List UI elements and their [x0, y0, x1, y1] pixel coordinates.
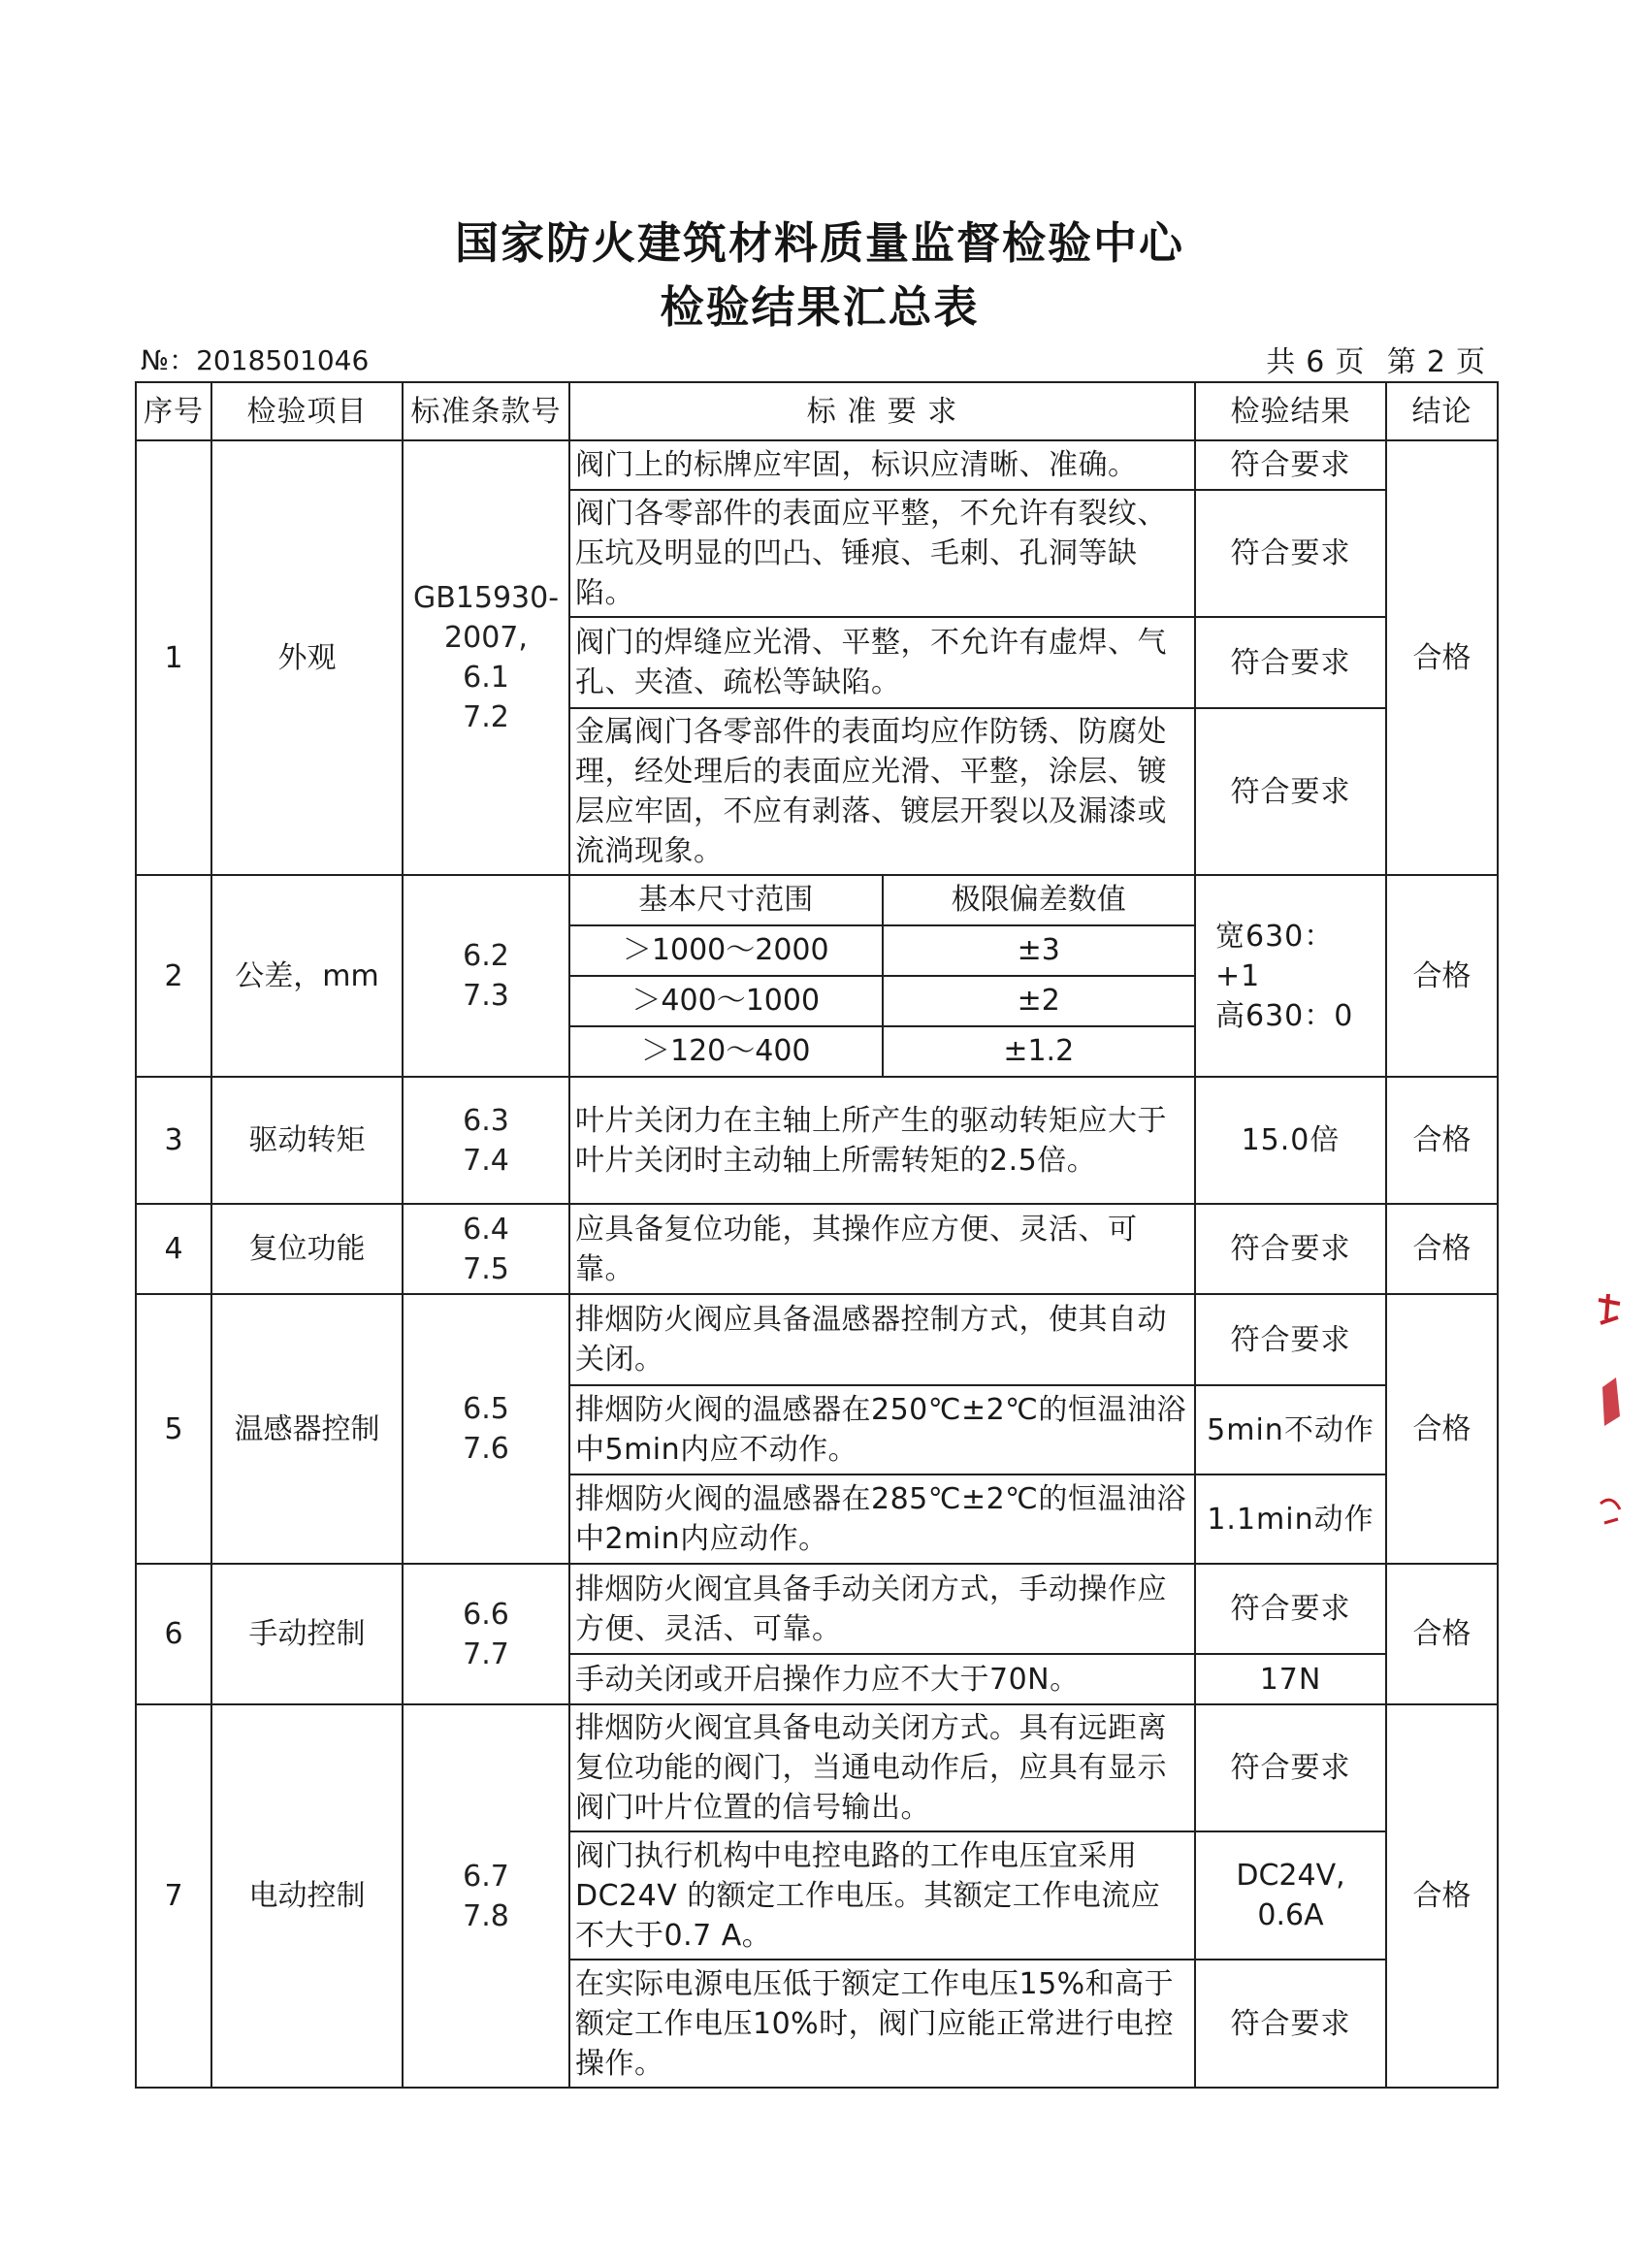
results-table: [135, 381, 1499, 2089]
row-number: 7: [136, 1704, 211, 2088]
row-result: 符合要求: [1195, 1294, 1386, 1385]
page-info-current: 2: [1426, 345, 1448, 379]
tolerance-table-cell: [569, 875, 1195, 1077]
row-requirement: 阀门上的标牌应牢固，标识应清晰、准确。: [569, 440, 1195, 490]
clause-line: 7.7: [463, 1636, 509, 1671]
clause-line: 6.6: [463, 1597, 509, 1632]
page-info-current-suffix: 页: [1456, 345, 1488, 379]
row-number: 3: [136, 1077, 211, 1204]
row-result: [1195, 875, 1386, 1077]
clause-line: 7.2: [463, 700, 509, 734]
page-info-current-prefix: 第: [1386, 345, 1419, 379]
page-info-total: 6: [1306, 345, 1328, 379]
col-header-clause: 标准条款号: [403, 382, 569, 440]
tolerance-range: ＞400～1000: [570, 976, 883, 1026]
row-conclusion: 合格: [1386, 440, 1498, 875]
row-result: 符合要求: [1195, 1704, 1386, 1831]
row-result: 1.1min动作: [1195, 1474, 1386, 1564]
row-result: 符合要求: [1195, 440, 1386, 490]
table-row: [136, 1204, 1498, 1294]
row-clause: [403, 1077, 569, 1204]
page-info-total-prefix: 共: [1266, 345, 1299, 379]
table-row: [136, 875, 1498, 1077]
tolerance-header-deviation: 极限偏差数值: [883, 876, 1195, 925]
row-requirement: 叶片关闭力在主轴上所产生的驱动转矩应大于叶片关闭时主动轴上所需转矩的2.5倍。: [569, 1077, 1195, 1204]
org-title: 国家防火建筑材料质量监督检验中心: [454, 217, 1184, 269]
row-requirement: 排烟防火阀的温感器在250℃±2℃的恒温油浴中5min内应不动作。: [569, 1385, 1195, 1474]
tolerance-deviation: ±2: [883, 976, 1195, 1026]
tolerance-table: [570, 876, 1194, 1076]
row-requirement: 排烟防火阀的温感器在285℃±2℃的恒温油浴中2min内应动作。: [569, 1474, 1195, 1564]
row-conclusion: 合格: [1386, 1294, 1498, 1564]
row-requirement: 在实际电源电压低于额定工作电压15%和高于额定工作电压10%时，阀门应能正常进行电控操作。: [569, 1960, 1195, 2088]
table-row: [136, 440, 1498, 490]
clause-line: 7.5: [463, 1251, 509, 1286]
result-line: 高630：0: [1215, 998, 1354, 1033]
page-info-total-suffix: 页: [1335, 345, 1368, 379]
row-clause: [403, 1204, 569, 1294]
row-clause: [403, 1294, 569, 1564]
row-number: 6: [136, 1564, 211, 1704]
clause-line: 7.6: [463, 1432, 509, 1466]
clause-line: 6.5: [463, 1392, 509, 1426]
row-requirement: 阀门执行机构中电控电路的工作电压宜采用 DC24V 的额定工作电压。其额定工作电流应不大于0.7 A。: [569, 1831, 1195, 1960]
col-header-requirement: 标 准 要 求: [569, 382, 1195, 440]
doc-number: №：2018501046: [141, 344, 370, 376]
row-requirement: 阀门的焊缝应光滑、平整，不允许有虚焊、气孔、夹渣、疏松等缺陷。: [569, 617, 1195, 708]
clause-line: 6.1: [463, 661, 509, 695]
clause-line: GB15930-: [412, 581, 560, 615]
result-line: 宽630：+1: [1215, 919, 1335, 993]
row-item: 复位功能: [211, 1204, 403, 1294]
col-header-item: 检验项目: [211, 382, 403, 440]
row-requirement: 金属阀门各零部件的表面均应作防锈、防腐处理，经处理后的表面应光滑、平整，涂层、镀层应牢固，不应有剥落、镀层开裂以及漏漆或流淌现象。: [569, 708, 1195, 875]
row-result: 符合要求: [1195, 1204, 1386, 1294]
col-header-result: 检验结果: [1195, 382, 1386, 440]
page-info: [1262, 338, 1492, 380]
tolerance-deviation: ±3: [883, 925, 1195, 976]
row-requirement: 排烟防火阀宜具备电动关闭方式。具有远距离复位功能的阀门，当通电动作后，应具有显示阀门叶片位置的信号输出。: [569, 1704, 1195, 1831]
table-row: [136, 1077, 1498, 1204]
row-result: 17N: [1195, 1654, 1386, 1704]
row-number: 1: [136, 440, 211, 875]
row-item: 公差，mm: [211, 875, 403, 1077]
row-item: 驱动转矩: [211, 1077, 403, 1204]
table-header-row: [136, 382, 1498, 440]
row-conclusion: 合格: [1386, 1077, 1498, 1204]
row-requirement: 手动关闭或开启操作力应不大于70N。: [569, 1654, 1195, 1704]
col-header-conclusion: 结论: [1386, 382, 1498, 440]
row-item: 电动控制: [211, 1704, 403, 2088]
row-result: 符合要求: [1195, 1960, 1386, 2088]
clause-line: 7.3: [463, 979, 509, 1013]
tolerance-deviation: ±1.2: [1003, 1034, 1075, 1068]
row-result: DC24V, 0.6A: [1195, 1831, 1386, 1960]
clause-line: 7.4: [463, 1143, 509, 1178]
row-clause: [403, 440, 569, 875]
row-requirement: 排烟防火阀宜具备手动关闭方式，手动操作应方便、灵活、可靠。: [569, 1564, 1195, 1654]
row-item: 温感器控制: [211, 1294, 403, 1564]
row-result: 符合要求: [1195, 617, 1386, 708]
doc-title: 检验结果汇总表: [660, 281, 980, 333]
row-item: 手动控制: [211, 1564, 403, 1704]
row-result: 符合要求: [1195, 708, 1386, 875]
row-number: 4: [136, 1204, 211, 1294]
row-result: 15.0倍: [1195, 1077, 1386, 1204]
clause-line: 7.8: [463, 1898, 509, 1933]
row-clause: [403, 1704, 569, 2088]
row-result: 5min不动作: [1195, 1385, 1386, 1474]
row-conclusion: 合格: [1386, 1564, 1498, 1704]
row-clause: [403, 875, 569, 1077]
table-row: [136, 1294, 1498, 1385]
row-requirement: 排烟防火阀应具备温感器控制方式，使其自动关闭。: [569, 1294, 1195, 1385]
row-clause: [403, 1564, 569, 1704]
row-result: 符合要求: [1195, 1564, 1386, 1654]
row-conclusion: 合格: [1386, 1704, 1498, 2088]
clause-line: 6.7: [463, 1859, 509, 1894]
row-conclusion: 合格: [1386, 1204, 1498, 1294]
table-row: [136, 1564, 1498, 1654]
row-result: 符合要求: [1195, 490, 1386, 617]
table-row: [136, 1704, 1498, 1831]
row-requirement: 应具备复位功能，其操作应方便、灵活、可靠。: [569, 1204, 1195, 1294]
clause-line: 6.2: [463, 939, 509, 973]
stamp-fragment: [1591, 1280, 1630, 1571]
row-item: 外观: [211, 440, 403, 875]
clause-line: 2007,: [444, 621, 528, 655]
tolerance-range: ＞1000～2000: [570, 925, 883, 976]
row-conclusion: 合格: [1386, 875, 1498, 1077]
row-requirement: 阀门各零部件的表面应平整，不允许有裂纹、压坑及明显的凹凸、锤痕、毛刺、孔洞等缺陷。: [569, 490, 1195, 617]
tolerance-header-range: 基本尺寸范围: [570, 876, 883, 925]
col-header-no: 序号: [136, 382, 211, 440]
tolerance-range: ＞120～400: [570, 1026, 883, 1076]
row-number: 5: [136, 1294, 211, 1564]
clause-line: 6.4: [463, 1212, 509, 1247]
row-number: 2: [136, 875, 211, 1077]
clause-line: 6.3: [463, 1103, 509, 1138]
